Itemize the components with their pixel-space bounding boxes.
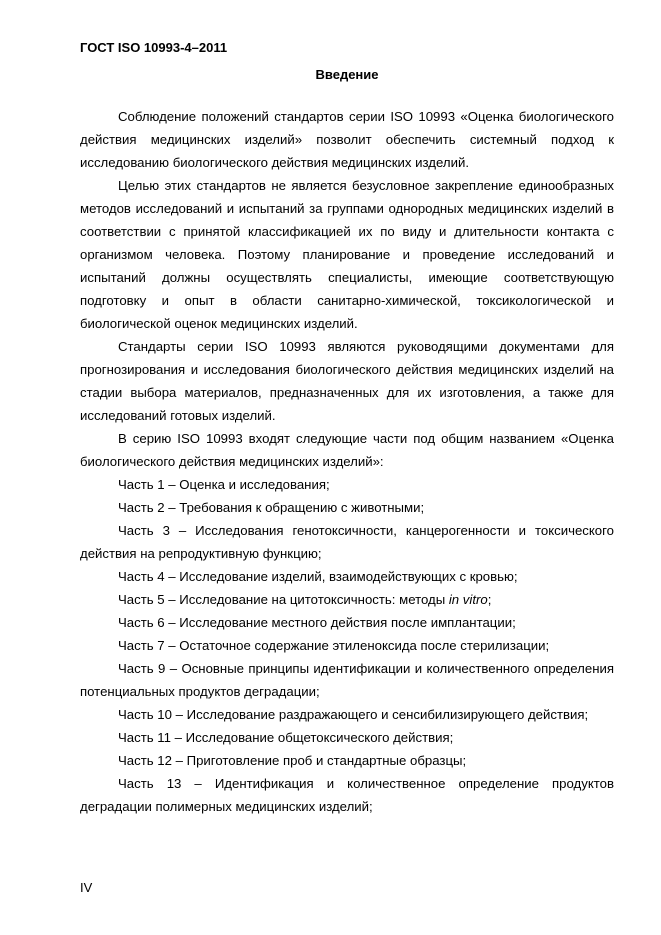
paragraph: В серию ISO 10993 входят следующие части под общим названием «Оценка биологического действия медицинских изделий»:	[80, 431, 614, 469]
list-item: Часть 6 – Исследование местного действия после имплантации;	[118, 615, 516, 630]
section-title: Введение	[315, 67, 379, 82]
paragraph: Соблюдение положений стандартов серии ISO 10993 «Оценка биологического действия медицинских изделий» позволит обеспечить системный подход к исследованию биологического действия медицинских изделий.	[80, 109, 614, 170]
list-item: Часть 12 – Приготовление проб и стандартные образцы;	[118, 753, 467, 768]
list-item-text: Часть 5 – Исследование на цитотоксичность: методы	[118, 592, 446, 607]
list-item: Часть 10 – Исследование раздражающего и сенсибилизирующего действия;	[118, 707, 589, 722]
list-item: Часть 13 – Идентификация и количественное определение продуктов деградации полимерных медицинских изделий;	[80, 776, 614, 814]
list-item: Часть 7 – Остаточное содержание этиленоксида после стерилизации;	[118, 638, 550, 653]
paragraph: Целью этих стандартов не является безусловное закрепление единообразных методов исследований и испытаний за группами однородных медицинских изделий в соответствии с принятой классификацией их по виду и длительности контакта с организмом человека. Поэтому планирование и проведение исследований и испытаний должны осуществлять специалисты, имеющие соответствующую подготовку и опыт в области санитарно-химической, токсикологической и биологической оценок медицинских изделий.	[80, 178, 614, 331]
paragraph: Стандарты серии ISO 10993 являются руководящими документами для прогнозирования и исследования биологического действия медицинских изделий на стадии выбора материалов, предназначенных для их изготовления, а также для исследований готовых изделий.	[80, 339, 614, 423]
list-item: Часть 1 – Оценка и исследования;	[118, 477, 330, 492]
document-header: ГОСТ ISO 10993-4–2011	[80, 40, 228, 55]
document-body	[80, 105, 614, 818]
list-item: Часть 3 – Исследования генотоксичности, канцерогенности и токсического действия на репродуктивную функцию;	[80, 523, 614, 561]
list-item	[80, 588, 614, 611]
list-item: Часть 4 – Исследование изделий, взаимодействующих с кровью;	[118, 569, 518, 584]
list-item: Часть 2 – Требования к обращению с животными;	[118, 500, 425, 515]
page-number: IV	[80, 880, 93, 895]
list-item-end: ;	[487, 592, 492, 607]
list-item: Часть 11 – Исследование общетоксического действия;	[118, 730, 454, 745]
italic-term: in vitro	[448, 592, 488, 607]
list-item: Часть 9 – Основные принципы идентификации и количественного определения потенциальных продуктов деградации;	[80, 661, 614, 699]
